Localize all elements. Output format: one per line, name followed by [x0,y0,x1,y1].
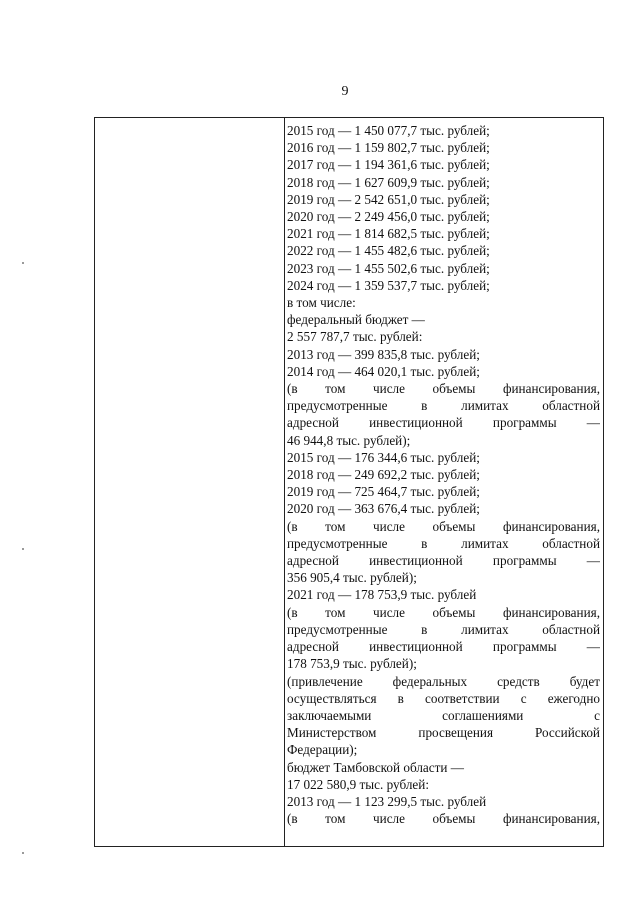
column-divider [284,118,285,846]
text-line: 2021 год — 178 753,9 тыс. рублей [287,587,477,603]
text-line: 178 753,9 тыс. рублей); [287,656,417,672]
text-line: 17 022 580,9 тыс. рублей: [287,776,429,792]
text-line: (в том числе объемы финансирования, [287,518,600,534]
text-line: бюджет Тамбовской области — [287,759,464,775]
program-table [94,117,604,847]
funding-text-cell [287,122,600,827]
text-line: 2022 год — 1 455 482,6 тыс. рублей; [287,243,490,259]
text-line: 2013 год — 1 123 299,5 тыс. рублей [287,793,487,809]
text-line: в том числе: [287,295,356,311]
text-line: 2018 год — 249 692,2 тыс. рублей; [287,467,480,483]
text-line: федеральный бюджет — [287,312,425,328]
text-line: Федерации); [287,742,358,758]
text-line: адресной инвестиционной программы — [287,415,600,431]
text-line: Министерством просвещения Российской [287,725,600,741]
text-line: 2 557 787,7 тыс. рублей: [287,329,423,345]
text-line: 2015 год — 1 450 077,7 тыс. рублей; [287,123,490,138]
text-line: адресной инвестиционной программы — [287,639,600,655]
text-line: 2019 год — 2 542 651,0 тыс. рублей; [287,191,490,207]
text-line: 2017 год — 1 194 361,6 тыс. рублей; [287,157,490,173]
text-line: предусмотренные в лимитах областной [287,398,600,414]
text-line: 46 944,8 тыс. рублей); [287,432,411,448]
text-line: предусмотренные в лимитах областной [287,535,600,551]
text-line: (в том числе объемы финансирования, [287,811,600,827]
page-number: 9 [341,84,349,99]
scan-speck [22,852,24,854]
text-line: заключаемыми соглашениями с [287,707,600,723]
text-line: 2023 год — 1 455 502,6 тыс. рублей; [287,260,490,276]
text-line: адресной инвестиционной программы — [287,553,600,569]
text-line: 2021 год — 1 814 682,5 тыс. рублей; [287,226,490,242]
text-line: 2019 год — 725 464,7 тыс. рублей; [287,484,480,500]
text-line: 2016 год — 1 159 802,7 тыс. рублей; [287,140,490,156]
text-line: 356 905,4 тыс. рублей); [287,570,417,586]
scan-speck [22,262,24,264]
text-line: осуществляться в соответствии с ежегодно [287,690,600,706]
text-line: (в том числе объемы финансирования, [287,381,600,397]
text-line: 2013 год — 399 835,8 тыс. рублей; [287,346,480,362]
text-line: 2018 год — 1 627 609,9 тыс. рублей; [287,174,490,190]
text-line: (привлечение федеральных средств будет [287,673,600,689]
text-line: 2015 год — 176 344,6 тыс. рублей; [287,449,480,465]
scan-speck [22,548,24,550]
text-line: 2020 год — 363 676,4 тыс. рублей; [287,501,480,517]
text-line: предусмотренные в лимитах областной [287,621,600,637]
text-line: 2024 год — 1 359 537,7 тыс. рублей; [287,277,490,293]
text-line: (в том числе объемы финансирования, [287,604,600,620]
text-line: 2014 год — 464 020,1 тыс. рублей; [287,363,480,379]
text-line: 2020 год — 2 249 456,0 тыс. рублей; [287,209,490,225]
